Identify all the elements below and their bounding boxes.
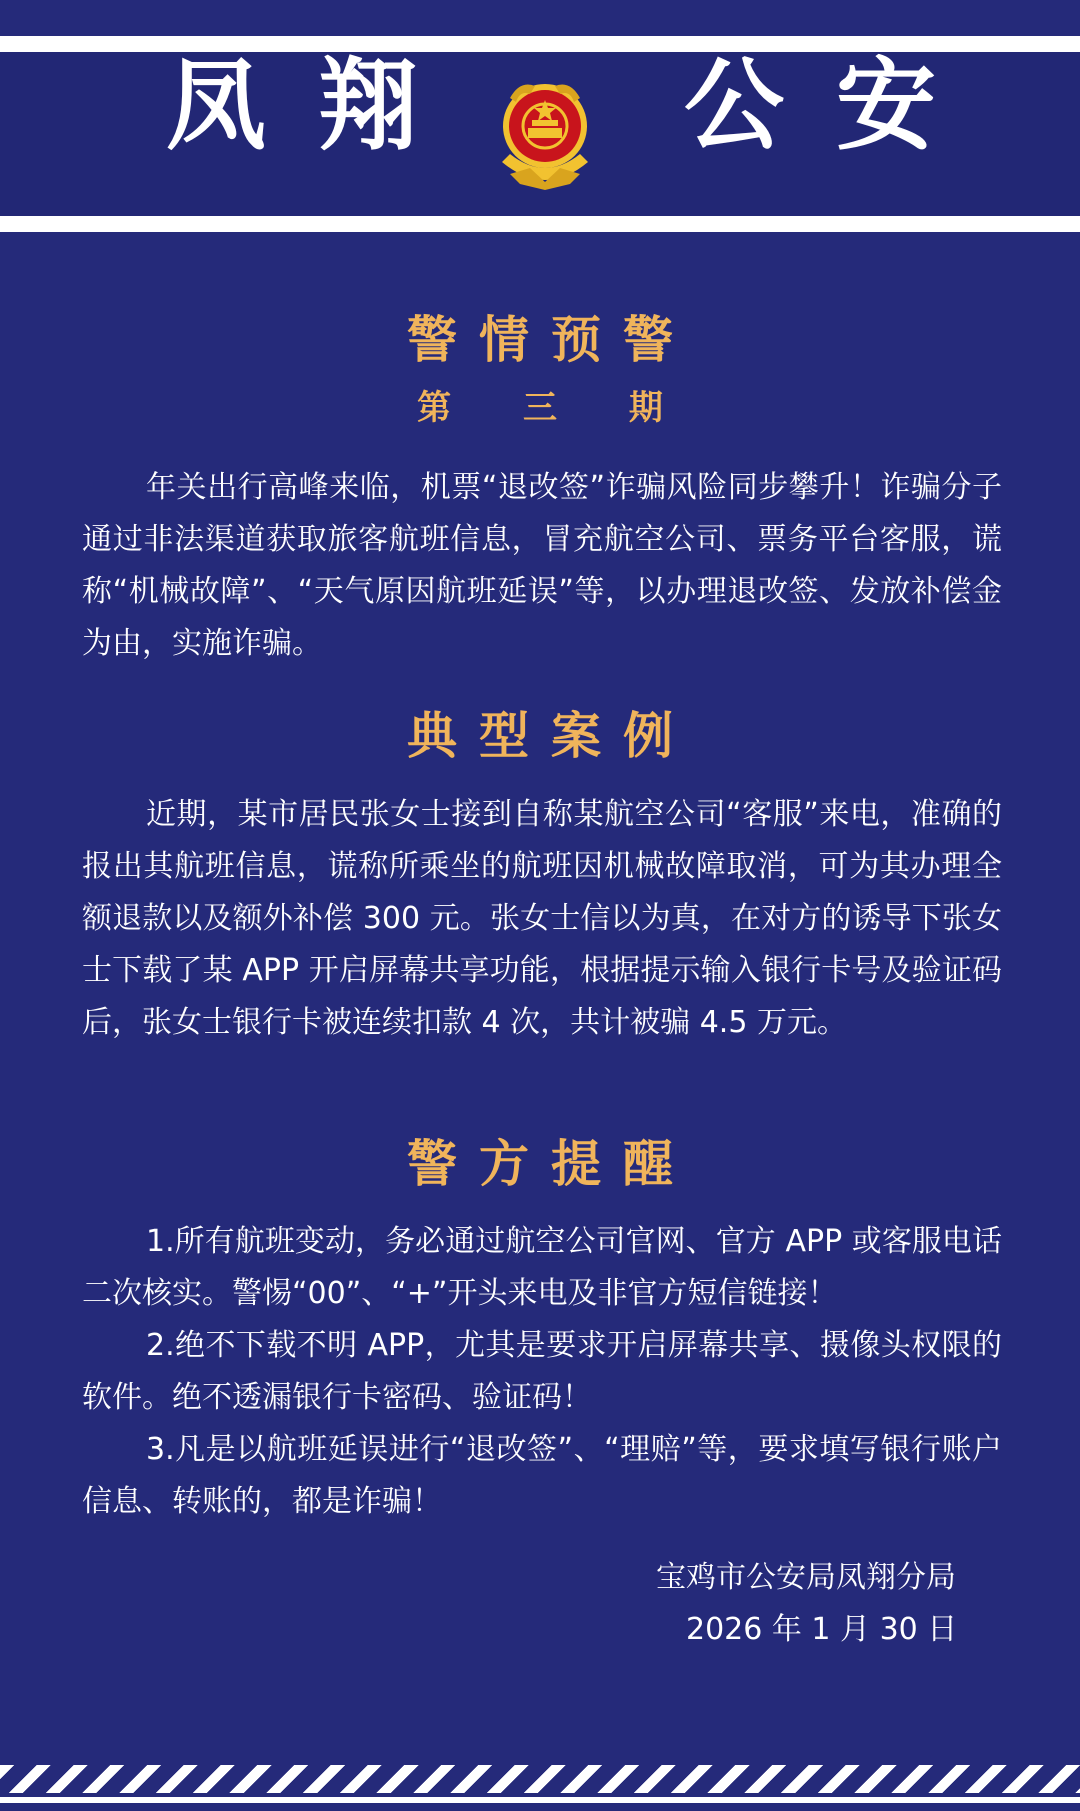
reminder-title: 警方提醒 xyxy=(407,1135,695,1193)
signature-org: 宝鸡市公安局凤翔分局 xyxy=(656,1560,956,1595)
police-emblem-icon xyxy=(480,70,610,200)
reminder-list xyxy=(82,1216,1002,1528)
reminder-item-2: 2.绝不下载不明 APP，尤其是要求开启屏幕共享、摄像头权限的软件。绝不透漏银行卡密码、验证码！ xyxy=(82,1328,1002,1415)
footer-stripe-border xyxy=(0,1765,1080,1793)
reminder-item-1: 1.所有航班变动，务必通过航空公司官网、官方 APP 或客服电话二次核实。警惕“00”、“+”开头来电及非官方短信链接！ xyxy=(82,1224,1002,1311)
footer-line xyxy=(0,1797,1080,1803)
reminder-item-3: 3.凡是以航班延误进行“退改签”、“理赔”等，要求填写银行账户信息、转账的，都是诈骗！ xyxy=(82,1432,1002,1519)
signature-date: 2026 年 1 月 30 日 xyxy=(686,1612,958,1647)
header-title-left: 凤翔 xyxy=(166,47,470,164)
case-paragraph: 近期，某市居民张女士接到自称某航空公司“客服”来电，准确的报出其航班信息，谎称所乘坐的航班因机械故障取消，可为其办理全额退款以及额外补偿 300 元。张女士信以为真，在对方的诱导下张女士下载了某 APP 开启屏幕共享功能，根据提示输入银行卡号及验证码后，张女士银行卡被连续扣款 4 次，共计被骗 4.5 万元。 xyxy=(82,797,1002,1040)
intro-paragraph: 年关出行高峰来临，机票“退改签”诈骗风险同步攀升！诈骗分子通过非法渠道获取旅客航班信息，冒充航空公司、票务平台客服，谎称“机械故障”、“天气原因航班延误”等，以办理退改签、发放补偿金为由，实施诈骗。 xyxy=(82,470,1002,661)
issue-number: 第 三 期 xyxy=(417,388,693,428)
header-title-right: 公安 xyxy=(684,47,988,164)
alert-title: 警情预警 xyxy=(407,311,695,369)
case-title: 典型案例 xyxy=(407,707,695,765)
